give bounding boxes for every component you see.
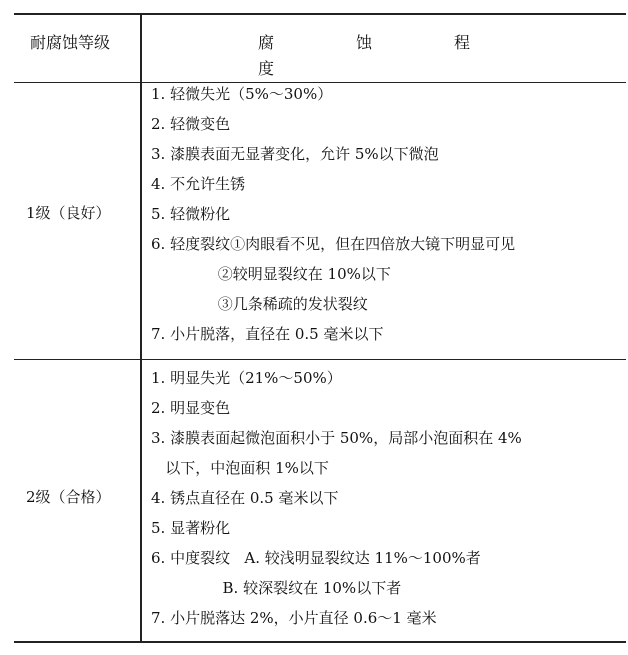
table-top-rule bbox=[14, 13, 626, 15]
criteria-line: ③几条稀疏的发状裂纹 bbox=[151, 295, 368, 313]
criteria-line: 1. 轻微失光（5%～30%） bbox=[151, 85, 333, 103]
criteria-line: 5. 显著粉化 bbox=[151, 519, 231, 537]
criteria-line: 5. 轻微粉化 bbox=[151, 205, 231, 223]
criteria-line: 7. 小片脱落，直径在 0.5 毫米以下 bbox=[151, 325, 384, 343]
criteria-line: 3. 漆膜表面无显著变化，允许 5%以下微泡 bbox=[151, 145, 439, 163]
grade-1-label: 1级（良好） bbox=[26, 204, 111, 222]
criteria-line: 7. 小片脱落达 2%，小片直径 0.6～1 毫米 bbox=[151, 609, 437, 627]
criteria-line: 2. 明显变色 bbox=[151, 399, 231, 417]
header-degree bbox=[258, 30, 628, 78]
criteria-line: 6. 中度裂纹 A. 较浅明显裂纹达 11%～100%者 bbox=[151, 549, 481, 567]
header-degree-char: 程 bbox=[454, 33, 471, 52]
criteria-line: 4. 不允许生锈 bbox=[151, 175, 246, 193]
criteria-line: B. 较深裂纹在 10%以下者 bbox=[151, 579, 402, 597]
row-separator bbox=[14, 359, 626, 360]
header-degree-char: 腐 bbox=[258, 33, 275, 52]
criteria-line: 以下，中泡面积 1%以下 bbox=[151, 459, 329, 477]
criteria-line: 6. 轻度裂纹①肉眼看不见，但在四倍放大镜下明显可见 bbox=[151, 235, 516, 253]
grade-2-label: 2级（合格） bbox=[26, 488, 111, 506]
criteria-line: 2. 轻微变色 bbox=[151, 115, 231, 133]
criteria-line: 4. 锈点直径在 0.5 毫米以下 bbox=[151, 489, 339, 507]
header-degree-char: 蚀 bbox=[356, 33, 373, 52]
column-divider bbox=[140, 14, 142, 642]
criteria-line: 1. 明显失光（21%～50%） bbox=[151, 369, 342, 387]
header-degree-char: 度 bbox=[258, 59, 275, 78]
criteria-line: ②较明显裂纹在 10%以下 bbox=[151, 265, 391, 283]
header-grade: 耐腐蚀等级 bbox=[30, 33, 111, 52]
criteria-line: 3. 漆膜表面起微泡面积小于 50%，局部小泡面积在 4% bbox=[151, 429, 522, 447]
table-bottom-rule bbox=[14, 641, 626, 643]
